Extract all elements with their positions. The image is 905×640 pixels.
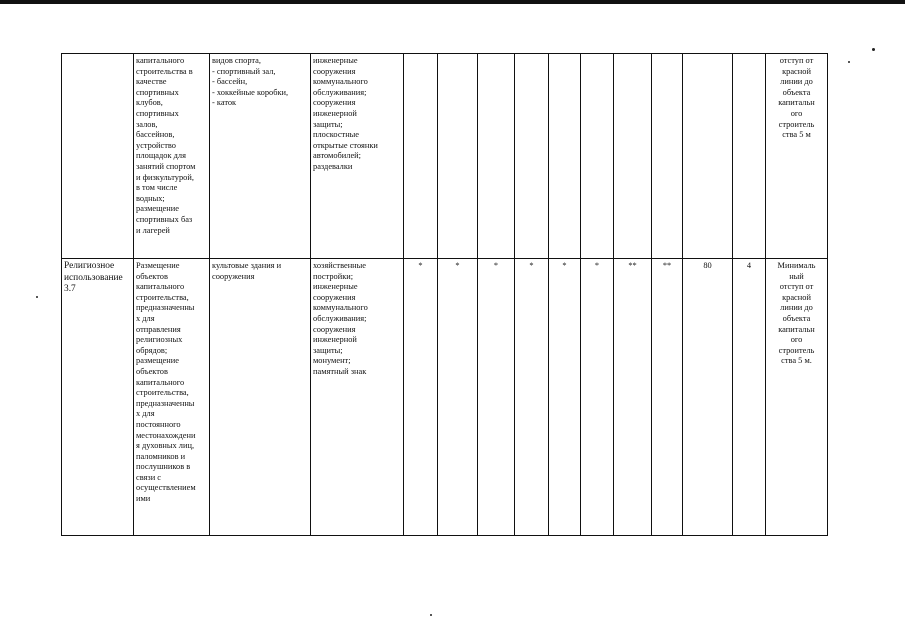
scan-speck: [848, 61, 850, 63]
param-cell: *: [438, 259, 478, 536]
param-cell: 4: [733, 259, 766, 536]
auxiliary-use-cell: инженерные сооружения коммунального обслуживания; сооружения инженерной защиты; плоскостные открытые стоянки автомобилей; раздевалки: [311, 54, 404, 259]
zoning-regulations-table: [61, 53, 828, 536]
scan-top-edge: [0, 0, 905, 4]
note-cell: отступ от красной линии до объекта капитальн ого строитель ства 5 м: [766, 54, 828, 259]
param-cell: **: [614, 259, 652, 536]
main-use-cell: культовые здания и сооружения: [210, 259, 311, 536]
param-cell: [683, 54, 733, 259]
param-cell: [438, 54, 478, 259]
scan-speck: [430, 614, 432, 616]
use-description-cell: Размещение объектов капитального строительства, предназначенны х для отправления религиозных обрядов; размещение объектов капитального строительства, предназначенны х для постоянного местонахождени я духовных лиц, паломников и послушников в связи с осуществлением ими: [134, 259, 210, 536]
param-cell: *: [515, 259, 549, 536]
use-name-cell: [62, 54, 134, 259]
param-cell: [652, 54, 683, 259]
param-cell: [478, 54, 515, 259]
param-cell: **: [652, 259, 683, 536]
param-cell: [733, 54, 766, 259]
use-name-cell: Религиозное использование 3.7: [62, 259, 134, 536]
param-cell: *: [404, 259, 438, 536]
use-description-cell: капитального строительства в качестве спортивных клубов, спортивных залов, бассейнов, устройство площадок для занятий спортом и физкультурой, в том числе водных; размещение спортивных баз и лагерей: [134, 54, 210, 259]
table-row: [62, 259, 828, 536]
table-row: [62, 54, 828, 259]
scan-speck: [36, 296, 38, 298]
param-cell: *: [581, 259, 614, 536]
scan-speck: [872, 48, 875, 51]
param-cell: [549, 54, 581, 259]
auxiliary-use-cell: хозяйственные постройки; инженерные сооружения коммунального обслуживания; сооружения инженерной защиты; монумент; памятный знак: [311, 259, 404, 536]
param-cell: [614, 54, 652, 259]
param-cell: *: [478, 259, 515, 536]
param-cell: 80: [683, 259, 733, 536]
note-cell: Минималь ный отступ от красной линии до объекта капитальн ого строитель ства 5 м.: [766, 259, 828, 536]
param-cell: [404, 54, 438, 259]
param-cell: [581, 54, 614, 259]
param-cell: *: [549, 259, 581, 536]
main-use-cell: видов спорта, - спортивный зал, - бассейн, - хоккейные коробки, - каток: [210, 54, 311, 259]
param-cell: [515, 54, 549, 259]
